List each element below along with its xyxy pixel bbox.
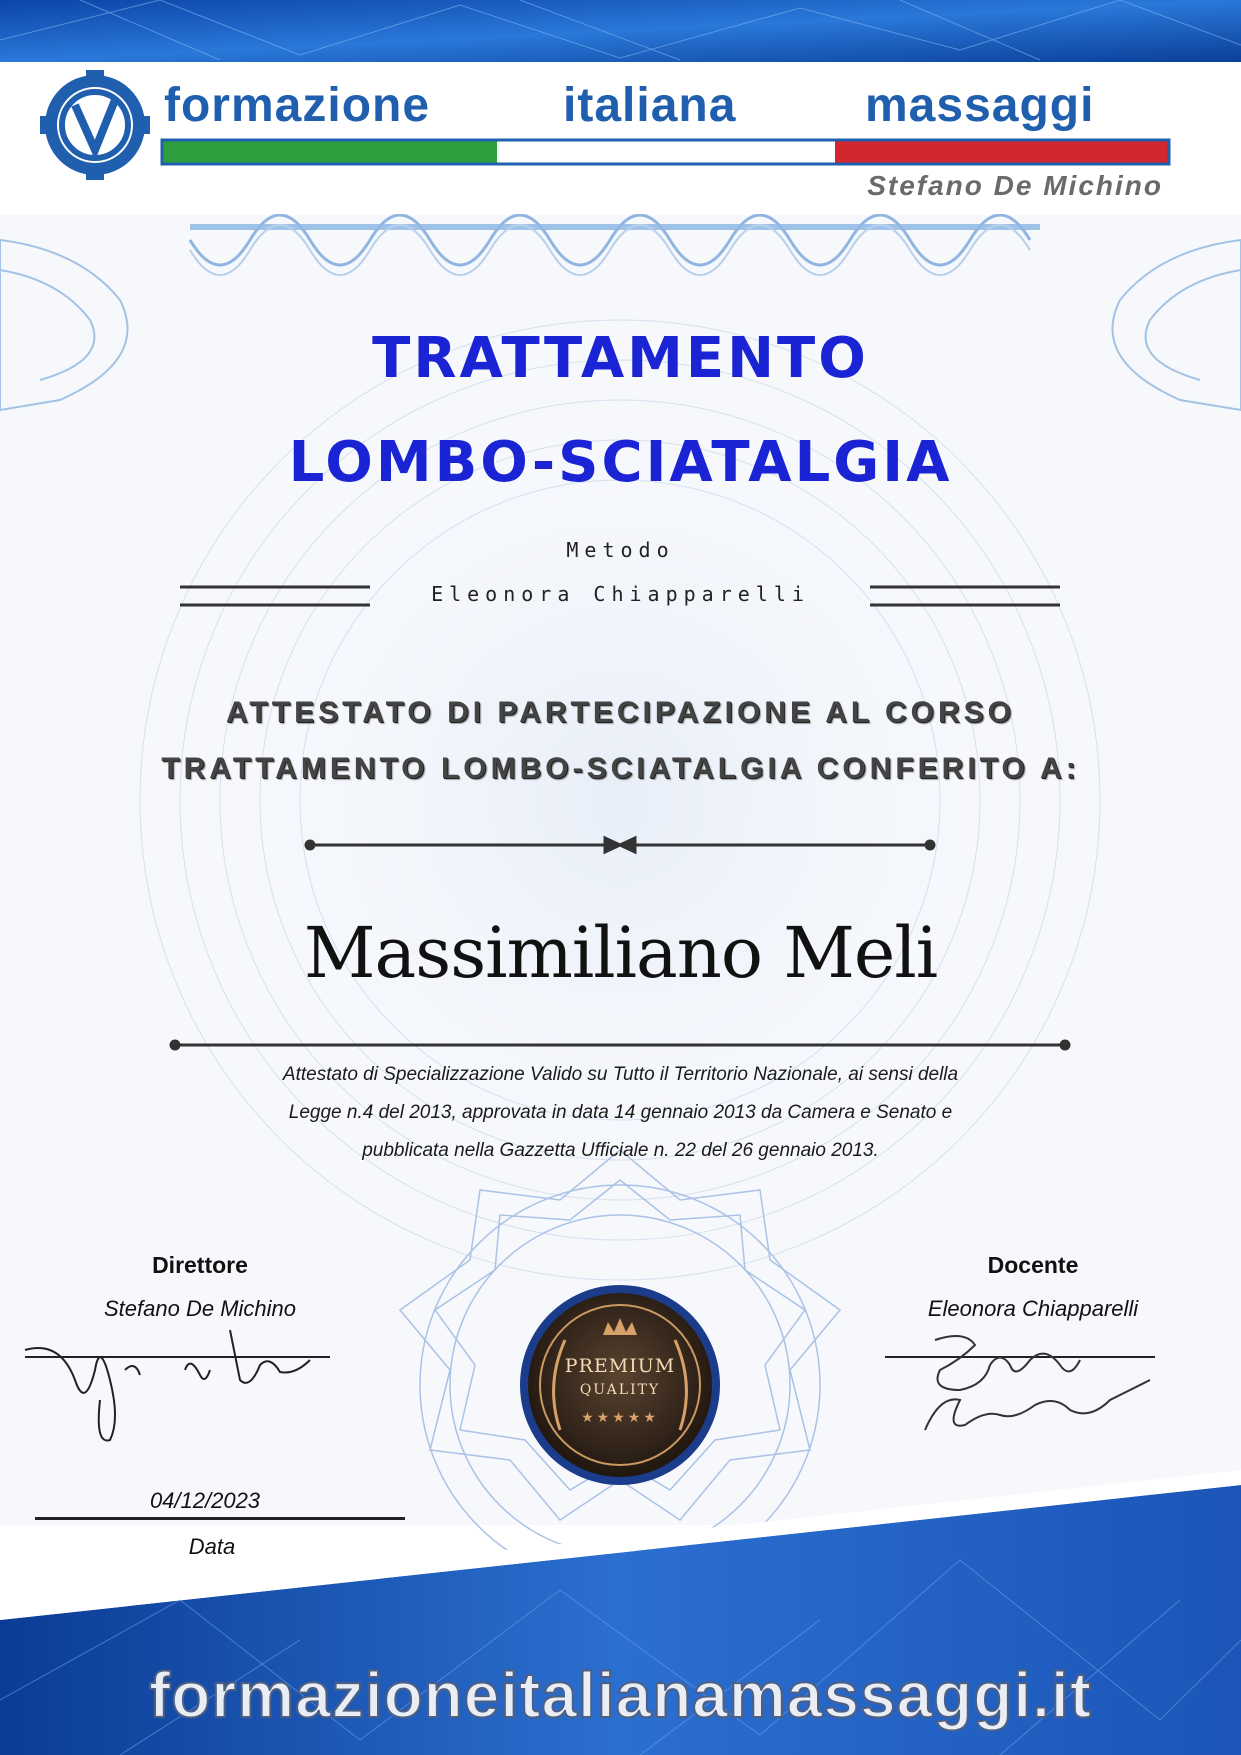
legal-text-line2: Legge n.4 del 2013, approvata in data 14 gennaio 2013 da Camera e Senato e	[288, 1102, 953, 1123]
badge-quality-text: QUALITY	[579, 1382, 661, 1398]
course-title-line1: TRATTAMENTO	[372, 326, 869, 391]
brand-subtitle: Stefano De Michino	[867, 170, 1163, 201]
director-role-label: Direttore	[152, 1252, 248, 1278]
attestation-line1: ATTESTATO DI PARTECIPAZIONE AL CORSO	[225, 696, 1015, 729]
recipient-name: Massimiliano Meli	[303, 912, 938, 994]
teacher-name: Eleonora Chiapparelli	[927, 1296, 1139, 1321]
brand-word-italiana: italiana	[563, 79, 737, 132]
brand-word-formazione: formazione	[164, 79, 431, 132]
date-label: Data	[188, 1534, 236, 1559]
method-label: Metodo	[566, 538, 675, 562]
footer-website-url: formazioneitalianamassaggi.it	[148, 1659, 1093, 1731]
director-name: Stefano De Michino	[104, 1296, 296, 1321]
date-value: 04/12/2023	[149, 1488, 261, 1513]
italian-flag-stripe	[162, 140, 1169, 164]
badge-stars-icon: ★★★★★	[581, 1410, 659, 1426]
method-author: Eleonora Chiapparelli	[431, 582, 810, 606]
brand-word-massaggi: massaggi	[865, 79, 1095, 132]
badge-premium-text: PREMIUM	[564, 1355, 676, 1377]
teacher-role-label: Docente	[987, 1252, 1079, 1278]
course-title-line2: LOMBO-SCIATALGIA	[288, 430, 953, 495]
legal-text-line3: pubblicata nella Gazzetta Ufficiale n. 22 del 26 gennaio 2013.	[362, 1140, 879, 1161]
date-underline	[35, 1517, 405, 1520]
legal-text-line1: Attestato di Specializzazione Valido su Tutto il Territorio Nazionale, ai sensi della	[282, 1064, 959, 1085]
attestation-line2: TRATTAMENTO LOMBO-SCIATALGIA CONFERITO A:	[161, 752, 1080, 785]
